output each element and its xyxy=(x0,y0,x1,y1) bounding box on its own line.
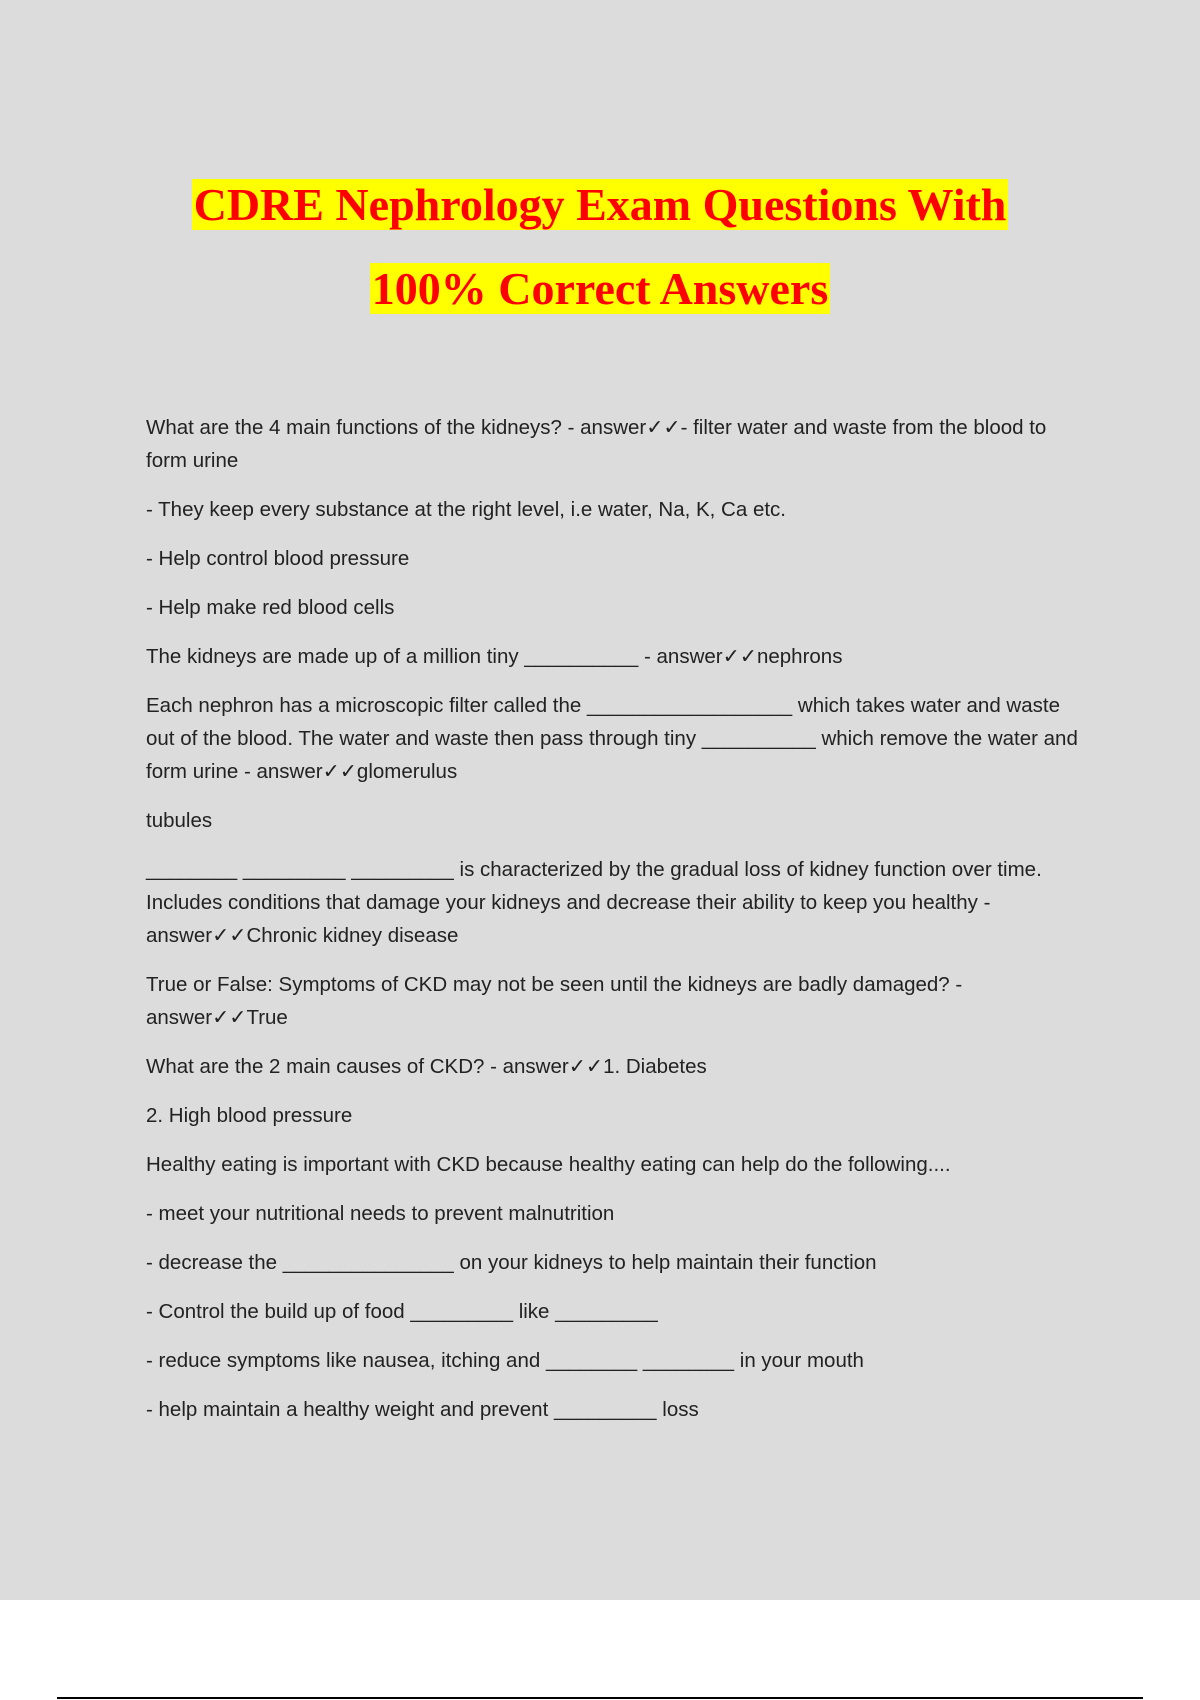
paragraph: Each nephron has a microscopic filter called the __________________ which takes water and waste out of the blood. The water and waste then pass through tiny __________ which remove the water and form urine - answer✓✓glomerulus xyxy=(146,694,1078,783)
paragraph: - Help control blood pressure xyxy=(146,547,410,570)
paragraph: - help maintain a healthy weight and prevent _________ loss xyxy=(146,1398,699,1421)
paragraph: - decrease the _______________ on your kidneys to help maintain their function xyxy=(146,1251,877,1274)
document-title xyxy=(0,163,1200,331)
paragraph: What are the 4 main functions of the kidneys? - answer✓✓- filter water and waste from the blood to form urine xyxy=(146,416,1047,472)
paragraph: What are the 2 main causes of CKD? - answer✓✓1. Diabetes xyxy=(146,1055,707,1078)
paragraph: 2. High blood pressure xyxy=(146,1104,353,1127)
paragraph: - They keep every substance at the right level, i.e water, Na, K, Ca etc. xyxy=(146,498,786,521)
paragraph: Healthy eating is important with CKD because healthy eating can help do the following.... xyxy=(146,1153,951,1176)
paragraph: The kidneys are made up of a million tiny __________ - answer✓✓nephrons xyxy=(146,645,843,668)
paragraph: ________ _________ _________ is characterized by the gradual loss of kidney function over time. Includes conditions that damage your kidneys and decrease their ability to keep you healthy - answer✓✓Chronic kidney disease xyxy=(146,858,1042,947)
paragraph: True or False: Symptoms of CKD may not be seen until the kidneys are badly damaged? - answer✓✓True xyxy=(146,973,963,1029)
paragraph: - Control the build up of food _________ like _________ xyxy=(146,1300,658,1323)
title-line-1: CDRE Nephrology Exam Questions With xyxy=(193,179,1007,230)
paragraph: - reduce symptoms like nausea, itching and ________ ________ in your mouth xyxy=(146,1349,864,1372)
paragraph: tubules xyxy=(146,809,213,832)
paragraph: - Help make red blood cells xyxy=(146,596,395,619)
document-body xyxy=(146,411,1086,1442)
title-line-2: 100% Correct Answers xyxy=(371,263,829,314)
paragraph: - meet your nutritional needs to prevent malnutrition xyxy=(146,1202,615,1225)
footer-divider xyxy=(57,1697,1143,1699)
